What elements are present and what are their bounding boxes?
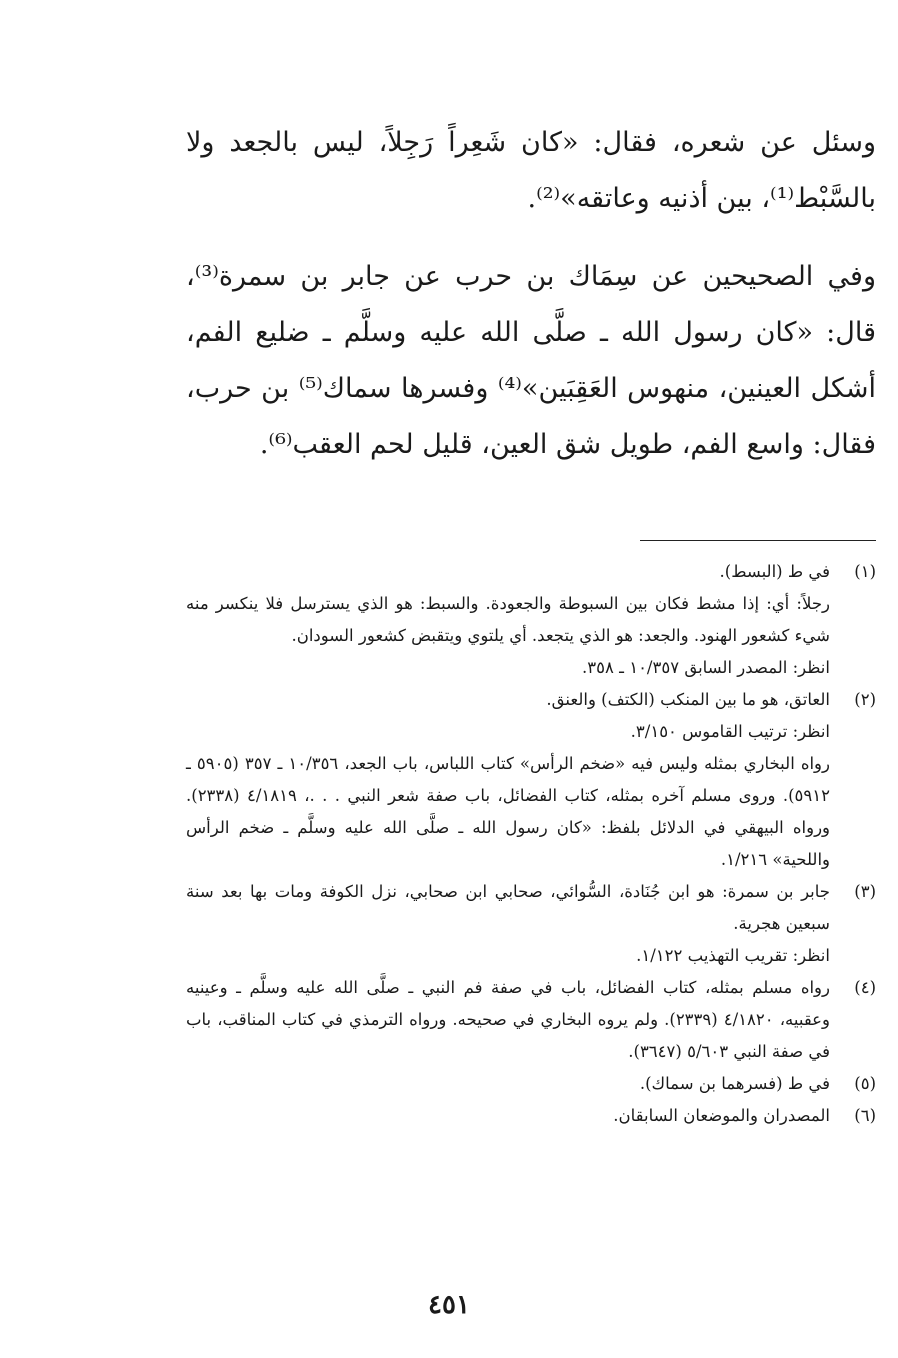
footnote-line: انظر: المصدر السابق ١٠/٣٥٧ ـ ٣٥٨. [582, 658, 830, 677]
main-paragraph: وسئل عن شعره، فقال: «كان شَعِراً رَجِلاً، ليس بالجعد ولا بالسَّبْط⁽¹⁾، بين أذنيه وعاتقه»⁽²⁾. [186, 127, 876, 214]
footnote-body [186, 1100, 830, 1132]
footnote-body [186, 876, 830, 972]
footnote [186, 876, 876, 972]
footnote-line: في ط (البسط). [719, 562, 830, 581]
footnote [186, 1068, 876, 1100]
footnote-separator [640, 540, 876, 541]
footnote-line: رواه البخاري بمثله وليس فيه «ضخم الرأس» كتاب اللباس، باب الجعد، ١٠/٣٥٦ ـ ٣٥٧ (٥٩٠٥ ـ ٥٩١٢). وروى مسلم آخره بمثله، كتاب الفضائل، باب صفة شعر النبي . . .، ٤/١٨١٩ (٢٣٣٨). ورواه البيهقي في الدلائل بلفظ: «كان رسول الله ـ صلَّى الله عليه وسلَّم ـ ضخم الرأس واللحية» ١/٢١٦. [186, 754, 830, 869]
footnote-number: (٤) [854, 978, 876, 997]
footnote-number: (٣) [854, 882, 876, 901]
main-text [186, 115, 876, 473]
footnote-line: في ط (فسرهما بن سماك). [639, 1074, 830, 1093]
footnote [186, 684, 876, 876]
footnote-body [186, 1068, 830, 1100]
footnote-number: (١) [854, 562, 876, 581]
footnote-body [186, 556, 830, 684]
footnote [186, 556, 876, 684]
footnote-line: انظر: ترتيب القاموس ٣/١٥٠. [630, 722, 830, 741]
footnote-body [186, 972, 830, 1068]
footnote-number: (٢) [854, 690, 876, 709]
main-paragraph: وفي الصحيحين عن سِمَاك بن حرب عن جابر بن سمرة⁽³⁾، قال: «كان رسول الله ـ صلَّى الله عليه وسلَّم ـ ضليع الفم، أشكل العينين، منهوس العَقِبَين»⁽⁴⁾ وفسرها سماك⁽⁵⁾ بن حرب، فقال: واسع الفم، طويل شق العين، قليل لحم العقب⁽⁶⁾. [186, 261, 876, 460]
footnote-line: انظر: تقريب التهذيب ١/١٢٢. [636, 946, 830, 965]
footnote-line: العاتق، هو ما بين المنكب (الكتف) والعنق. [546, 690, 830, 709]
footnote-number: (٦) [854, 1106, 876, 1125]
footnote-body [186, 684, 830, 876]
footnote [186, 1100, 876, 1132]
footnote-line: جابر بن سمرة: هو ابن جُنَادة، السُّوائي، صحابي ابن صحابي، نزل الكوفة ومات بها بعد سنة سبعين هجرية. [186, 882, 830, 933]
footnote-number: (٥) [854, 1074, 876, 1093]
footnote-line: رواه مسلم بمثله، كتاب الفضائل، باب في صفة فم النبي ـ صلَّى الله عليه وسلَّم ـ وعينيه وعقبيه، ٤/١٨٢٠ (٢٣٣٩). ولم يروه البخاري في صحيحه. ورواه الترمذي في كتاب المناقب، باب في صفة النبي ٥/٦٠٣ (٣٦٤٧). [186, 978, 830, 1061]
footnotes [186, 556, 876, 1132]
footnote [186, 972, 876, 1068]
footnote-line: المصدران والموضعان السابقان. [613, 1106, 830, 1125]
page-number: ٤٥١ [428, 1290, 470, 1320]
footnote-line: رجلاً: أي: إذا مشط فكان بين السبوطة والجعودة. والسبط: هو الذي يسترسل فلا ينكسر منه شيء كشعور الهنود. والجعد: هو الذي يتجعد. أي يلتوي ويتقبض كشعور السودان. [186, 594, 830, 645]
